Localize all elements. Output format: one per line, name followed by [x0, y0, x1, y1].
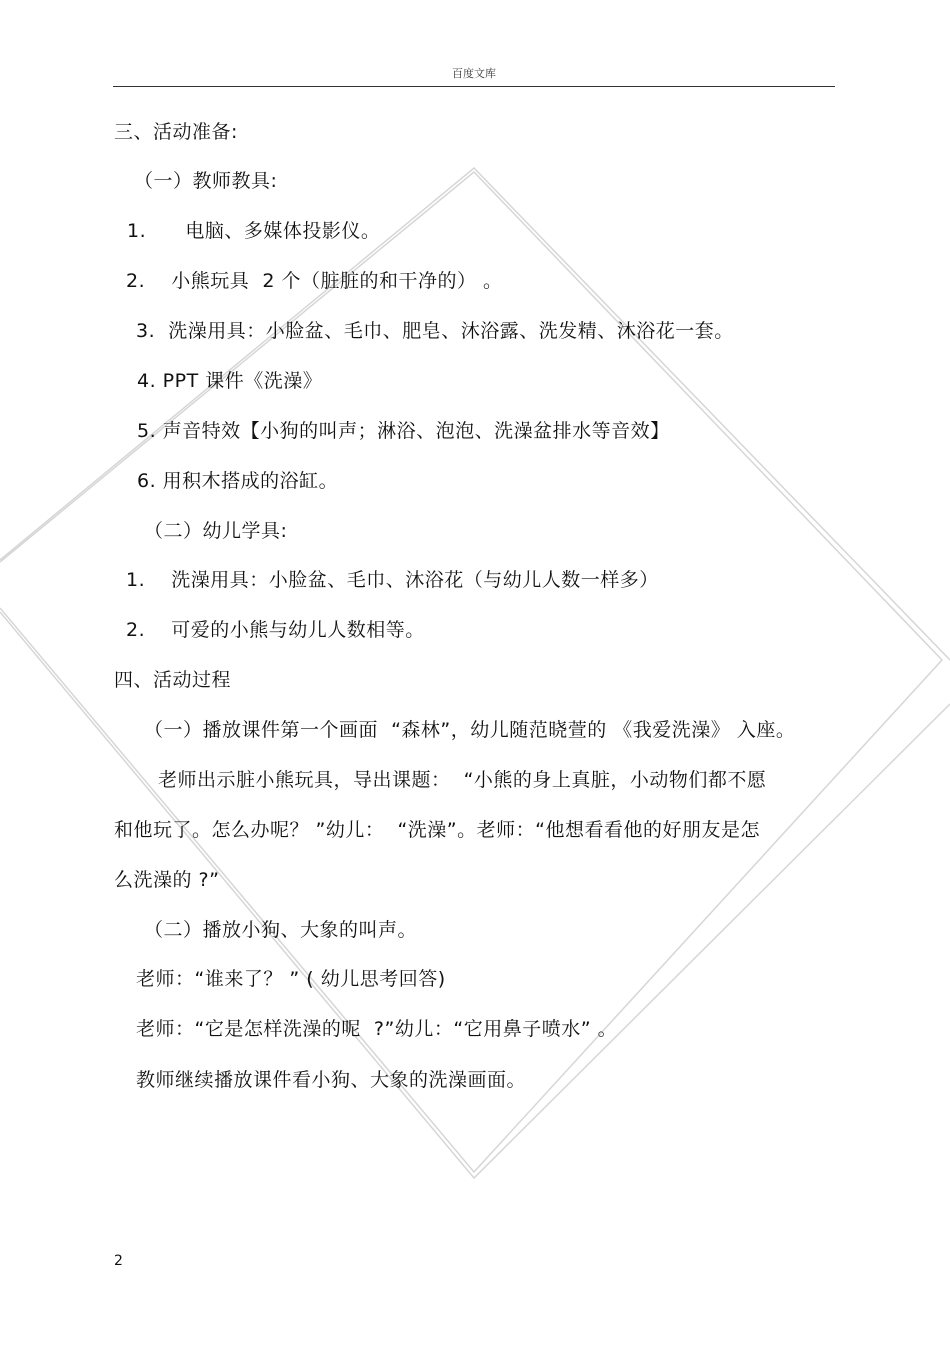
list-item: 6. 用积木搭成的浴缸。: [137, 470, 339, 492]
paragraph-line: 老师：“谁来了？ ” ( 幼儿思考回答): [136, 968, 446, 990]
list-item: 1. 洗澡用具：小脸盆、毛巾、沐浴花（与幼儿人数一样多）: [126, 569, 659, 591]
page-number: 2: [114, 1253, 123, 1269]
paragraph-line: （一）播放课件第一个画面 “森林”，幼儿随范晓萱的 《我爱洗澡》 入座。: [144, 719, 796, 741]
list-item: 5. 声音特效【小狗的叫声；淋浴、泡泡、洗澡盆排水等音效】: [137, 420, 670, 442]
list-item: 2. 小熊玩具 2 个（脏脏的和干净的） 。: [126, 270, 503, 292]
paragraph-line: 和他玩了。怎么办呢？ ”幼儿： “洗澡”。老师：“他想看看他的好朋友是怎: [114, 819, 760, 841]
paragraph-line: 老师：“它是怎样洗澡的呢 ?”幼儿：“它用鼻子喷水” 。: [136, 1018, 618, 1040]
watermark-line-bottom: [0, 612, 950, 1178]
list-item: 4. PPT 课件《洗澡》: [137, 370, 323, 392]
subsection-teacher-tools: （一）教师教具:: [134, 170, 278, 192]
list-item: 2. 可爱的小熊与幼儿人数相等。: [126, 619, 425, 641]
page-header: [113, 66, 835, 87]
list-item: 3. 洗澡用具：小脸盆、毛巾、肥皂、沐浴露、洗发精、沐浴花一套。: [136, 320, 734, 342]
subsection-child-tools: （二）幼儿学具:: [144, 520, 288, 542]
list-item: 1. 电脑、多媒体投影仪。: [127, 220, 381, 242]
paragraph-line: （二）播放小狗、大象的叫声。: [144, 919, 418, 941]
paragraph-line: 老师出示脏小熊玩具，导出课题： “小熊的身上真脏，小动物们都不愿: [158, 769, 767, 791]
section-4-heading: 四、活动过程: [114, 669, 232, 691]
paragraph-line: 教师继续播放课件看小狗、大象的洗澡画面。: [136, 1069, 527, 1091]
header-title: 百度文库: [452, 67, 496, 80]
paragraph-line: 么洗澡的 ?”: [114, 869, 220, 891]
section-3-heading: 三、活动准备:: [114, 121, 238, 143]
